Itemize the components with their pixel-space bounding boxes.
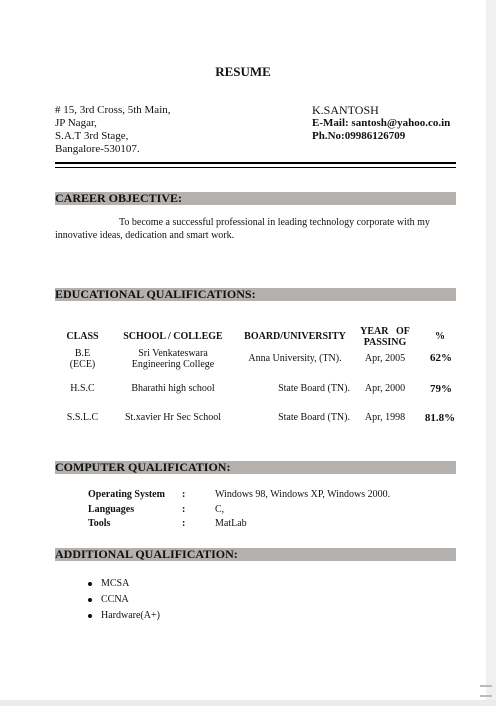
address-line-4: Bangalore-530107. <box>55 143 140 155</box>
table-row-3-board: State Board (TN). <box>278 412 350 423</box>
additional-qualification-list <box>88 576 160 624</box>
cq-sep-tools: : <box>182 518 186 529</box>
address-line-3: S.A.T 3rd Stage, <box>55 130 129 142</box>
table-row-1-percent: 62% <box>430 352 452 364</box>
column-header-percent: % <box>435 331 445 342</box>
resume-title: RESUME <box>215 64 271 79</box>
email-value: santosh@yahoo.co.in <box>351 117 451 129</box>
table-row-1-class-line-1: B.E <box>74 348 91 359</box>
table-row-2-school: Bharathi high school <box>131 383 215 394</box>
table-row-2-year: Apr, 2000 <box>364 383 406 394</box>
cq-label-os: Operating System <box>88 489 165 500</box>
cq-value-os: Windows 98, Windows XP, Windows 2000. <box>215 489 391 500</box>
column-header-year-line-1: YEAR OF <box>360 326 410 337</box>
column-header-school: SCHOOL / COLLEGE <box>123 331 223 342</box>
table-row-3-year: Apr, 1998 <box>364 412 406 423</box>
cq-value-languages: C, <box>215 504 225 515</box>
column-header-year-line-2: PASSING <box>363 337 407 348</box>
vertical-scrollbar[interactable] <box>486 0 496 706</box>
career-objective-line-2: innovative ideas, dedication and smart work. <box>55 230 235 241</box>
candidate-name: K.SANTOSH <box>312 103 379 117</box>
table-row-1-class-line-2: (ECE) <box>69 359 96 370</box>
resize-handle-icon[interactable] <box>480 685 492 697</box>
table-row-2-percent: 79% <box>430 383 452 395</box>
bullet-icon <box>88 614 92 618</box>
divider-thin <box>55 167 456 168</box>
bullet-icon <box>88 598 92 602</box>
horizontal-scrollbar[interactable] <box>0 700 496 706</box>
table-row-2-class: H.S.C <box>70 383 95 394</box>
career-objective-line-1: To become a successful professional in leading technology corporate with my <box>119 217 430 228</box>
address-line-2: JP Nagar, <box>55 117 97 129</box>
contact-block <box>312 104 450 143</box>
column-header-board: BOARD/UNIVERSITY <box>244 331 346 342</box>
table-row-1-school-line-2: Engineering College <box>131 359 215 370</box>
table-row-1-class <box>55 348 110 370</box>
table-row-2-board: State Board (TN). <box>278 383 350 394</box>
cq-label-languages: Languages <box>88 504 135 515</box>
computer-qualification-heading: COMPUTER QUALIFICATION: <box>55 461 456 474</box>
cq-sep-os: : <box>182 489 186 500</box>
email-label: E-Mail: <box>312 117 349 129</box>
career-objective-text <box>55 216 460 242</box>
list-item <box>88 592 160 608</box>
cq-sep-languages: : <box>182 504 186 515</box>
column-header-class: CLASS <box>66 331 99 342</box>
email-row <box>312 117 450 130</box>
address-block <box>55 104 171 156</box>
table-row-3-percent: 81.8% <box>424 412 456 424</box>
table-row-3-school: St.xavier Hr Sec School <box>124 412 222 423</box>
cq-label-tools: Tools <box>88 518 111 529</box>
divider-thick <box>55 162 456 164</box>
table-row-1-year: Apr, 2005 <box>364 353 406 364</box>
cq-value-tools: MatLab <box>215 518 247 529</box>
list-item <box>88 576 160 592</box>
address-line-1: # 15, 3rd Cross, 5th Main, <box>55 104 171 116</box>
bullet-icon <box>88 582 92 586</box>
list-item <box>88 608 160 624</box>
table-row-1-school <box>117 348 229 370</box>
column-header-year <box>350 326 420 348</box>
list-item-label: CCNA <box>101 594 129 605</box>
list-item-label: MCSA <box>101 578 130 589</box>
career-objective-heading: CAREER OBJECTIVE: <box>55 192 456 205</box>
table-row-1-school-line-1: Sri Venkateswara <box>138 348 208 359</box>
list-item-label: Hardware(A+) <box>101 610 160 621</box>
additional-qualification-heading: ADDITIONAL QUALIFICATION: <box>55 548 456 561</box>
education-heading: EDUCATIONAL QUALIFICATIONS: <box>55 288 456 301</box>
table-row-3-class: S.S.L.C <box>66 412 99 423</box>
phone: Ph.No:09986126709 <box>312 130 406 142</box>
table-row-1-board: Anna University, (TN). <box>248 353 342 364</box>
